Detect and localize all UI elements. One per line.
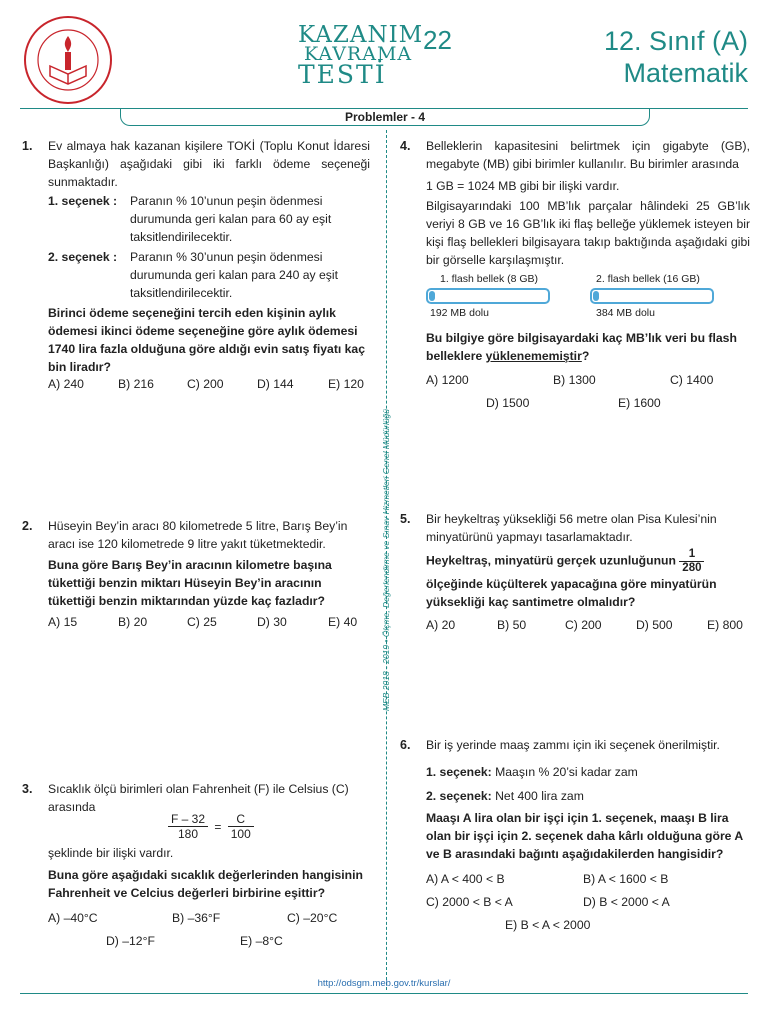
q2-question: Buna göre Barış Bey’in aracının kilometre başına tükettiği benzin miktarı Hüseyin Bey’in aracının tükettiği benzin miktarından yüzde kaç fazladır? [48, 558, 332, 608]
q1-choice-a[interactable]: A) 240 [48, 377, 84, 391]
q5-question-part2: ölçeğinde küçülterek yapacağına göre minyatürün yüksekliği kaç santimetre olmalıdır? [426, 577, 717, 609]
q6-intro: Bir iş yerinde maaş zammı için iki seçenek önerilmiştir. [426, 738, 720, 752]
q5-frac-numerator: 1 [679, 548, 704, 562]
section-title-box [120, 108, 650, 126]
q5-question [426, 548, 750, 611]
logo-text [22, 14, 23, 15]
q2-choice-e[interactable]: E) 40 [328, 615, 358, 629]
q6-option2-text: Net 400 lira zam [495, 789, 584, 803]
footer-url[interactable]: http://odsgm.meb.gov.tr/kurslar/ [317, 978, 451, 989]
q1-option2-label: 2. seçenek : [48, 250, 118, 264]
footer-rule [20, 993, 748, 994]
q4-number: 4. [400, 139, 411, 153]
q6-choice-a[interactable]: A) A < 400 < B [426, 872, 505, 886]
q4-question [426, 329, 750, 365]
q3-question: Buna göre aşağıdaki sıcaklık değerlerinden hangisinin Fahrenheit ve Celcius değerleri birbirine eşittir? [48, 868, 363, 900]
q1-choice-c[interactable]: C) 200 [187, 377, 224, 391]
brand-title [298, 22, 468, 92]
flash-bar-1-used: 192 MB dolu [430, 307, 489, 319]
q3-frac2-denominator: 100 [230, 827, 251, 841]
q1-choice-b[interactable]: B) 216 [118, 377, 154, 391]
q1-option1-text: Paranın % 10’unun peşin ödenmesi durumunda geri kalan para 60 ay eşit taksitlendirilecektir. [130, 194, 332, 244]
q3-equals: = [214, 819, 222, 834]
q4-choice-a[interactable]: A) 1200 [426, 373, 469, 387]
q3-intro: Sıcaklık ölçü birimleri olan Fahrenheit (F) ile Celsius (C) arasında [48, 782, 349, 814]
q2-choice-b[interactable]: B) 20 [118, 615, 148, 629]
q6-option2-label: 2. seçenek: [426, 789, 492, 803]
q6-choice-c[interactable]: C) 2000 < B < A [426, 895, 513, 909]
q4-question-underlined: yüklenememiştir [485, 349, 582, 363]
q5-choice-c[interactable]: C) 200 [565, 618, 602, 632]
q3-number: 3. [22, 782, 33, 796]
q3-choice-d[interactable]: D) –12°F [106, 934, 155, 948]
q3-frac2-numerator: C [228, 812, 254, 827]
q5-choice-a[interactable]: A) 20 [426, 618, 456, 632]
q5-frac-denominator: 280 [682, 562, 702, 574]
q3-after: şeklinde bir ilişki vardır. [48, 846, 174, 860]
brand-line-3: TESTİ [298, 60, 387, 89]
q4-text: Bilgisayarındaki 100 MB’lık parçalar hâlindeki 25 GB’lık veriyi 8 GB ve 16 GB’lık iki flaş belleğe yüklemek isteyen bir kişi flaş bellekleri bilgisayara takıp baktığında aşağıdaki gibi bir görselle karşılaşmıştır. [426, 199, 750, 267]
q5-question-part1: Heykeltraş, minyatürü gerçek uzunluğunun [426, 553, 676, 568]
q6-number: 6. [400, 738, 411, 752]
q2-intro: Hüseyin Bey’in aracı 80 kilometrede 5 litre, Barış Bey’in aracı ise 120 kilometrede 9 litre yakıt tüketmektedir. [48, 519, 348, 551]
q2-choice-a[interactable]: A) 15 [48, 615, 78, 629]
q6-option1 [426, 763, 638, 781]
q6-option1-text: Maaşın % 20’si kadar zam [495, 765, 638, 779]
q1-choice-e[interactable]: E) 120 [328, 377, 364, 391]
q4-choice-c[interactable]: C) 1400 [670, 373, 714, 387]
flash-bar-1-fill [429, 291, 435, 301]
q6-choice-b[interactable]: B) A < 1600 < B [583, 872, 669, 886]
q1-option2-text: Paranın % 30’unun peşin ödenmesi durumunda geri kalan para 240 ay eşit taksitlendirilecektir. [130, 250, 338, 300]
flash-bar-2 [590, 288, 714, 304]
q5-number: 5. [400, 512, 411, 526]
q3-choice-e[interactable]: E) –8°C [240, 934, 283, 948]
q1-number: 1. [22, 139, 33, 153]
q3-frac1-denominator: 180 [178, 827, 199, 841]
q1-intro: Ev almaya hak kazanan kişilere TOKİ (Toplu Konut İdaresi Başkanlığı) aşağıdaki gibi iki farklı ödeme seçeneği sunmaktadır. [48, 139, 370, 189]
flash-bar-2-fill [593, 291, 599, 301]
flash-bar-1-title: 1. flash bellek (8 GB) [440, 273, 539, 285]
q2-choice-c[interactable]: C) 25 [187, 615, 217, 629]
q4-relation: 1 GB = 1024 MB gibi bir ilişki vardır. [426, 179, 620, 193]
q6-question: Maaşı A lira olan bir işçi için 1. seçenek, maaşı B lira olan bir işçi için 2. seçenek daha kârlı olduğuna göre A ve B arasındaki bağıntı aşağıdakilerden hangisidir? [426, 811, 743, 861]
q1-option1-label: 1. seçenek : [48, 194, 118, 208]
vertical-side-text: MEB 2018 - 2019 • Ölçme, Değerlendirme ve Sınav Hizmetleri Genel Müdürlüğü [381, 408, 391, 712]
q4-intro: Belleklerin kapasitesini belirtmek için gigabyte (GB), megabyte (MB) gibi birimler kullanılır. Bu birimler arasında [426, 139, 750, 171]
ministry-logo [22, 14, 114, 106]
q3-fraction-f [168, 812, 208, 841]
q1-choice-d[interactable]: D) 144 [257, 377, 294, 391]
q4-question-part1: Bu bilgiye göre bilgisayardaki kaç MB’lık veri bu flash belleklere [426, 331, 737, 363]
q3-frac1-numerator: F – 32 [168, 812, 208, 827]
subject-label: Matematik [623, 58, 748, 88]
q6-option2 [426, 787, 584, 805]
section-title: Problemler - 4 [344, 110, 426, 124]
q5-choice-e[interactable]: E) 800 [707, 618, 743, 632]
q5-intro: Bir heykeltraş yüksekliği 56 metre olan Pisa Kulesi’nin minyatürünü yapmayı tasarlamaktadır. [426, 512, 717, 544]
q1-question: Birinci ödeme seçeneğini tercih eden kişinin aylık ödemesi ikinci ödeme seçeneğine göre aylık ödemesi 1740 lira fazla olduğuna göre aldığı evin satış fiyatı kaç bin liradır? [48, 306, 365, 374]
q5-choice-d[interactable]: D) 500 [636, 618, 673, 632]
q4-choice-d[interactable]: D) 1500 [486, 396, 530, 410]
flash-bar-2-used: 384 MB dolu [596, 307, 655, 319]
brand-line-2: KAVRAMA [304, 43, 413, 65]
q4-question-part2: ? [581, 349, 590, 363]
q3-formula [168, 812, 254, 841]
q6-choice-e[interactable]: E) B < A < 2000 [505, 918, 591, 932]
flash-bar-1 [426, 288, 550, 304]
flash-bar-2-title: 2. flash bellek (16 GB) [596, 273, 700, 285]
q5-scale-fraction [679, 548, 704, 575]
brand-line-1: KAZANIM [298, 22, 424, 48]
q3-choice-a[interactable]: A) –40°C [48, 911, 98, 925]
q6-option1-label: 1. seçenek: [426, 765, 492, 779]
grade-label: 12. Sınıf (A) [603, 26, 748, 56]
q3-choice-c[interactable]: C) –20°C [287, 911, 338, 925]
q4-choice-e[interactable]: E) 1600 [618, 396, 661, 410]
q5-choice-b[interactable]: B) 50 [497, 618, 527, 632]
brand-number: 22 [423, 25, 452, 55]
q2-choice-d[interactable]: D) 30 [257, 615, 287, 629]
q3-choice-b[interactable]: B) –36°F [172, 911, 221, 925]
q6-choice-d[interactable]: D) B < 2000 < A [583, 895, 670, 909]
q3-fraction-c [228, 812, 254, 841]
q4-choice-b[interactable]: B) 1300 [553, 373, 596, 387]
q2-number: 2. [22, 519, 33, 533]
